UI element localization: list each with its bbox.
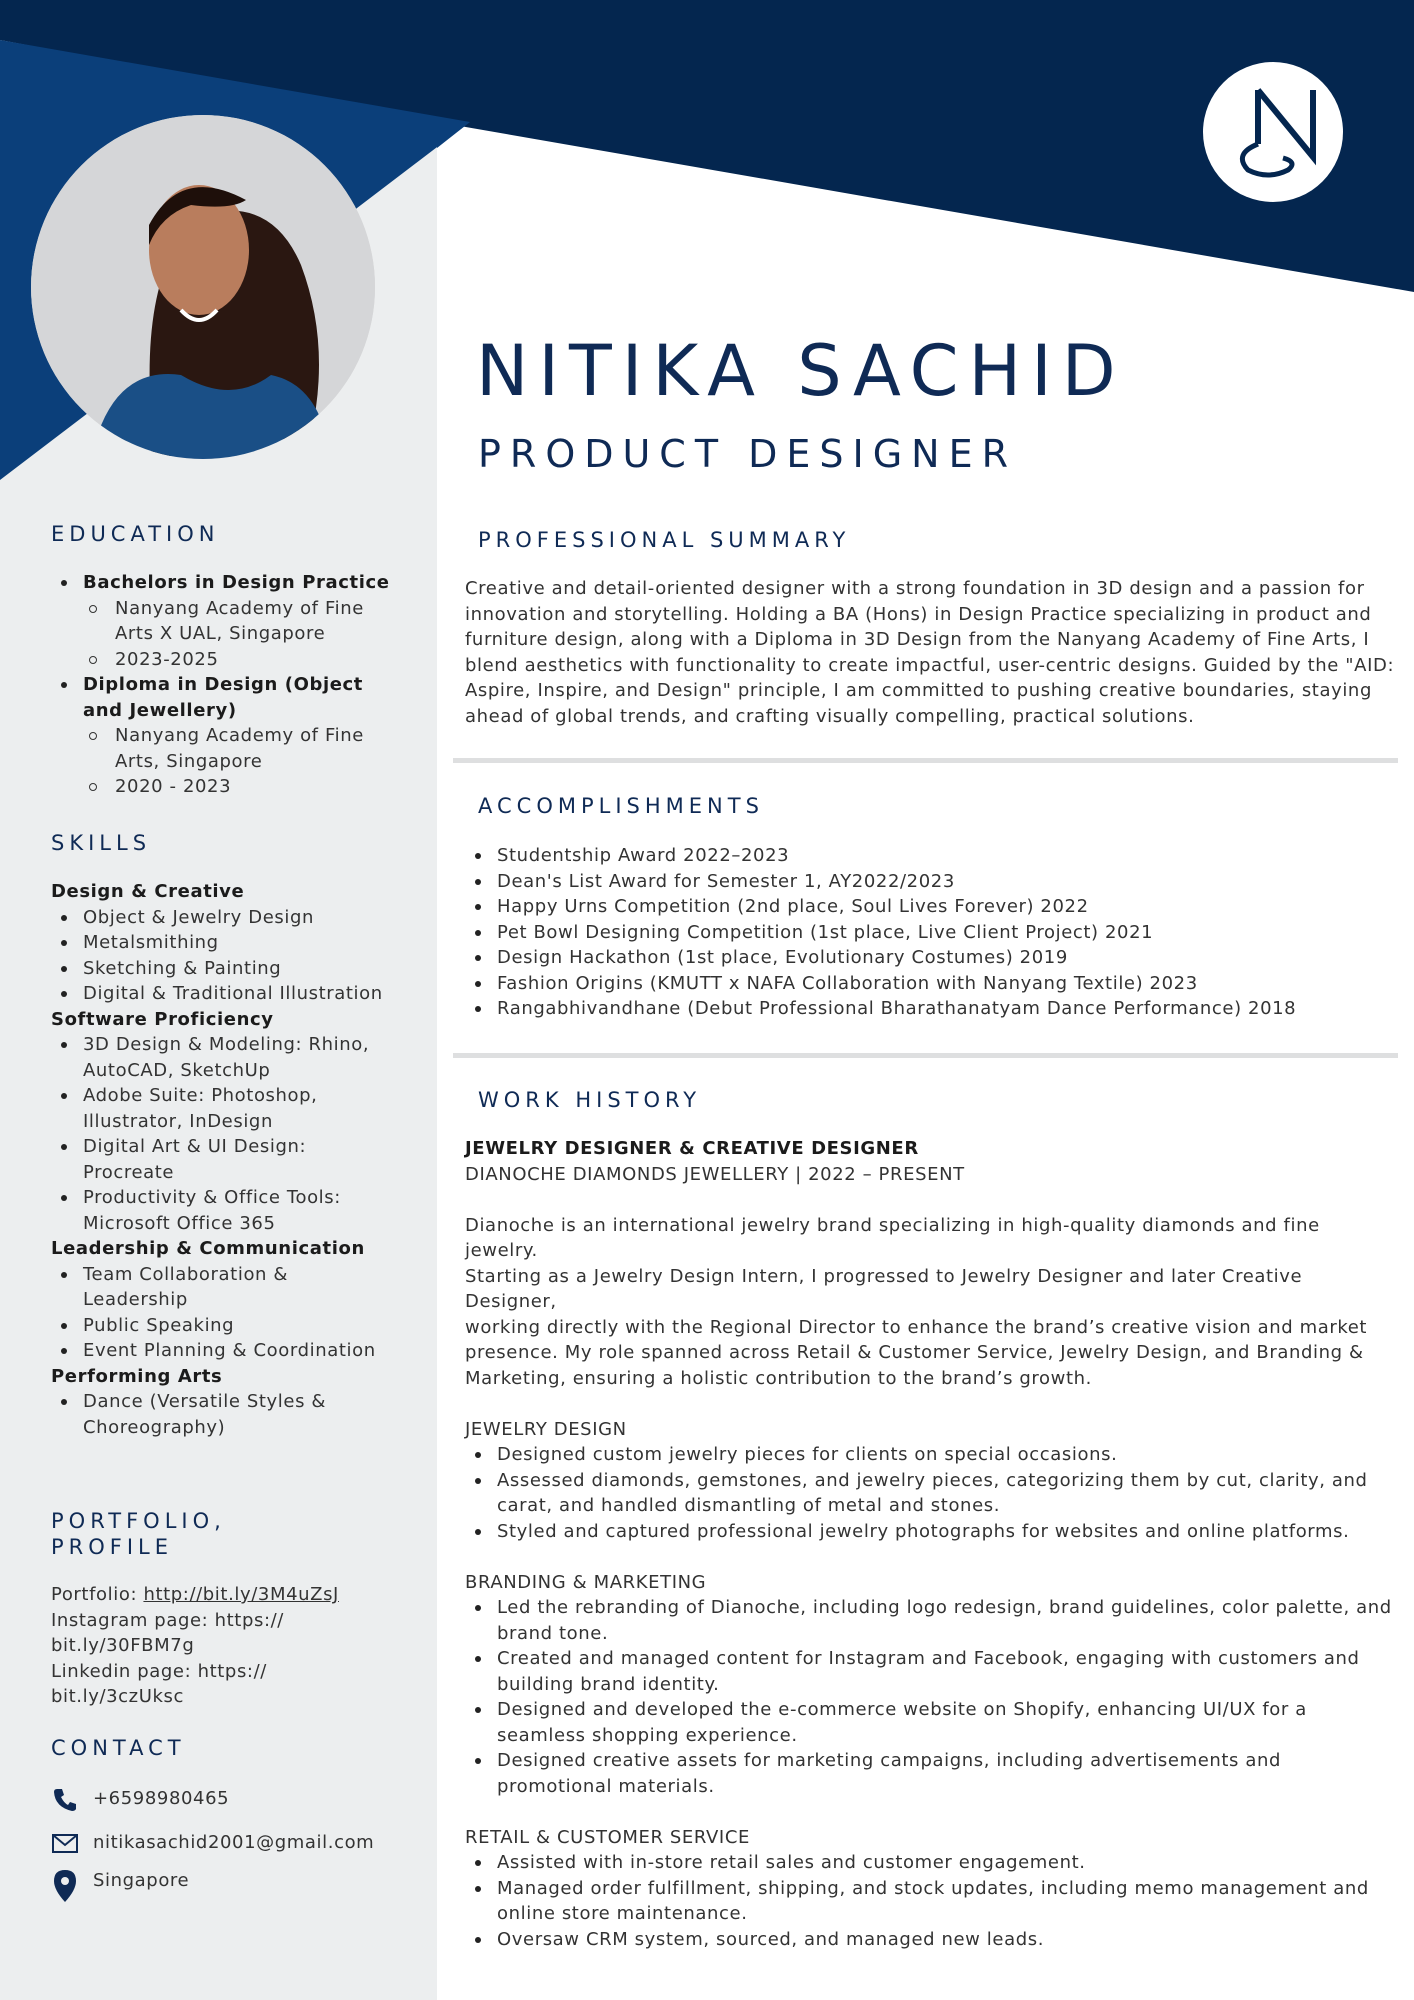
portfolio-line xyxy=(51,1582,391,1608)
skill-item: Digital Art & UI Design: Procreate xyxy=(51,1134,391,1185)
skill-item: Team Collaboration & Leadership xyxy=(51,1262,391,1313)
skills-heading: SKILLS xyxy=(51,831,152,855)
skill-item: Public Speaking xyxy=(51,1313,391,1339)
linkedin-link[interactable]: bit.ly/3czUksc xyxy=(51,1686,184,1707)
skill-item: Object & Jewelry Design xyxy=(51,905,391,931)
accomplishment-item: Studentship Award 2022–2023 xyxy=(465,843,1395,869)
education-detail: Nanyang Academy of Fine Arts X UAL, Singapore xyxy=(83,596,391,647)
work-section-title: JEWELRY DESIGN xyxy=(465,1418,627,1440)
skill-item: Dance (Versatile Styles & Choreography) xyxy=(51,1389,391,1440)
work-bullet: Assessed diamonds, gemstones, and jewelry pieces, categorizing them by cut, clarity, and carat, and handled dismantling of metal and stones. xyxy=(465,1468,1395,1519)
skills-list xyxy=(51,879,391,1440)
mail-icon xyxy=(51,1829,79,1857)
work-intro-line: Marketing, ensuring a holistic contribution to the brand’s growth. xyxy=(465,1367,1092,1389)
work-history xyxy=(465,1136,1395,1952)
contact-phone-row xyxy=(51,1782,391,1816)
location-text: Singapore xyxy=(93,1870,190,1891)
location-pin-icon xyxy=(51,1868,79,1904)
work-history-heading: WORK HISTORY xyxy=(478,1088,702,1112)
work-section-title: BRANDING & MARKETING xyxy=(465,1571,707,1593)
accomplishment-item: Pet Bowl Designing Competition (1st place, Live Client Project) 2021 xyxy=(465,920,1395,946)
summary-line: ahead of global trends, and crafting visually compelling, practical solutions. xyxy=(465,705,1195,727)
person-name: NITIKA SACHID xyxy=(476,330,1126,412)
skill-item: Digital & Traditional Illustration xyxy=(51,981,391,1007)
email-address[interactable]: nitikasachid2001@gmail.com xyxy=(93,1832,375,1854)
education-detail: Nanyang Academy of Fine Arts, Singapore xyxy=(83,723,391,774)
accomplishment-item: Happy Urns Competition (2nd place, Soul Lives Forever) 2022 xyxy=(465,894,1395,920)
accomplishment-item: Fashion Origins (KMUTT x NAFA Collaboration with Nanyang Textile) 2023 xyxy=(465,971,1395,997)
job-title: PRODUCT DESIGNER xyxy=(478,432,1018,476)
profile-photo xyxy=(31,115,375,459)
work-intro-line: Dianoche is an international jewelry brand specializing in high-quality diamonds and fine jewelry. xyxy=(465,1214,1320,1261)
accomplishment-item: Design Hackathon (1st place, Evolutionary Costumes) 2019 xyxy=(465,945,1395,971)
contact-location-row xyxy=(51,1868,391,1908)
skill-item: Sketching & Painting xyxy=(51,956,391,982)
education-heading: EDUCATION xyxy=(51,522,220,546)
summary-heading: PROFESSIONAL SUMMARY xyxy=(478,528,851,552)
degree-name: Bachelors in Design Practice xyxy=(83,572,390,593)
skill-item: Productivity & Office Tools: Microsoft Office 365 xyxy=(51,1185,391,1236)
work-bullet: Managed order fulfillment, shipping, and stock updates, including memo management and online store maintenance. xyxy=(465,1876,1395,1927)
instagram-link[interactable]: bit.ly/30FBM7g xyxy=(51,1635,195,1656)
work-job-title: JEWELRY DESIGNER & CREATIVE DESIGNER xyxy=(465,1138,919,1159)
accomplishment-item: Dean's List Award for Semester 1, AY2022/2023 xyxy=(465,869,1395,895)
skill-group-title: Leadership & Communication xyxy=(51,1238,365,1259)
portfolio-links xyxy=(51,1582,391,1710)
work-bullet: Styled and captured professional jewelry photographs for websites and online platforms. xyxy=(465,1519,1395,1545)
work-bullet: Designed and developed the e-commerce website on Shopify, enhancing UI/UX for a seamless shopping experience. xyxy=(465,1697,1395,1748)
portfolio-heading xyxy=(51,1508,391,1560)
skill-item: Event Planning & Coordination xyxy=(51,1338,391,1364)
skill-group-title: Design & Creative xyxy=(51,881,245,902)
summary-line: innovation and storytelling. Holding a BA (Hons) in Design Practice specializing in product and xyxy=(465,603,1372,625)
degree-name: Diploma in Design (Object and Jewellery) xyxy=(83,674,364,721)
section-divider xyxy=(453,1053,1398,1058)
work-intro-line: working directly with the Regional Director to enhance the brand’s creative vision and market xyxy=(465,1316,1368,1338)
education-detail: 2023-2025 xyxy=(83,647,391,673)
summary-text xyxy=(465,576,1395,729)
contact-heading: CONTACT xyxy=(51,1736,186,1760)
work-intro-line: presence. My role spanned across Retail & Customer Service, Jewelry Design, and Branding & xyxy=(465,1342,1364,1363)
skill-item: 3D Design & Modeling: Rhino, AutoCAD, SketchUp xyxy=(51,1032,391,1083)
instagram-link[interactable]: Instagram page: https:// xyxy=(51,1609,284,1631)
portfolio-heading-line: PROFILE xyxy=(51,1535,174,1559)
education-detail: 2020 - 2023 xyxy=(83,774,391,800)
work-bullet: Created and managed content for Instagram and Facebook, engaging with customers and building brand identity. xyxy=(465,1646,1395,1697)
accomplishment-item: Rangabhivandhane (Debut Professional Bharathanatyam Dance Performance) 2018 xyxy=(465,996,1395,1022)
work-bullet: Led the rebranding of Dianoche, including logo redesign, brand guidelines, color palette, and brand tone. xyxy=(465,1595,1395,1646)
contact-list xyxy=(51,1782,391,1908)
linkedin-link[interactable]: Linkedin page: https:// xyxy=(51,1660,267,1682)
summary-line: furniture design, along with a Diploma in 3D Design from the Nanyang Academy of Fine Arts, I xyxy=(465,629,1370,650)
work-intro-line: Starting as a Jewelry Design Intern, I progressed to Jewelry Designer and later Creative Designer, xyxy=(465,1265,1303,1312)
skill-group-title: Performing Arts xyxy=(51,1365,223,1387)
portfolio-heading-line: PORTFOLIO, xyxy=(51,1509,226,1533)
education-list xyxy=(51,570,391,800)
skill-item: Adobe Suite: Photoshop, Illustrator, InDesign xyxy=(51,1083,391,1134)
portfolio-label: Portfolio: xyxy=(51,1584,144,1605)
work-bullet: Oversaw CRM system, sourced, and managed new leads. xyxy=(465,1927,1395,1953)
accomplishments-list xyxy=(465,843,1395,1022)
work-company: DIANOCHE DIAMONDS JEWELLERY | 2022 – PRESENT xyxy=(465,1163,965,1185)
monogram-logo xyxy=(1203,62,1343,202)
skill-item: Metalsmithing xyxy=(51,930,391,956)
education-item xyxy=(51,672,391,800)
education-item xyxy=(51,570,391,672)
summary-line: Aspire, Inspire, and Design" principle, I am committed to pushing creative boundaries, staying xyxy=(465,680,1372,701)
skill-group-title: Software Proficiency xyxy=(51,1008,274,1030)
portfolio-link[interactable]: http://bit.ly/3M4uZsJ xyxy=(143,1584,339,1605)
summary-line: blend aesthetics with functionality to create impactful, user-centric designs. Guided by the "AID: xyxy=(465,654,1395,676)
phone-icon xyxy=(51,1785,79,1813)
work-bullet: Designed custom jewelry pieces for clients on special occasions. xyxy=(465,1442,1395,1468)
phone-number[interactable]: +6598980465 xyxy=(93,1788,230,1810)
work-bullet: Designed creative assets for marketing campaigns, including advertisements and promotional materials. xyxy=(465,1748,1395,1799)
work-section-title: RETAIL & CUSTOMER SERVICE xyxy=(465,1826,750,1848)
work-bullet: Assisted with in-store retail sales and customer engagement. xyxy=(465,1850,1395,1876)
summary-line: Creative and detail-oriented designer with a strong foundation in 3D design and a passion for xyxy=(465,578,1365,599)
contact-email-row xyxy=(51,1826,391,1860)
accomplishments-heading: ACCOMPLISHMENTS xyxy=(478,794,764,818)
section-divider xyxy=(453,758,1398,763)
